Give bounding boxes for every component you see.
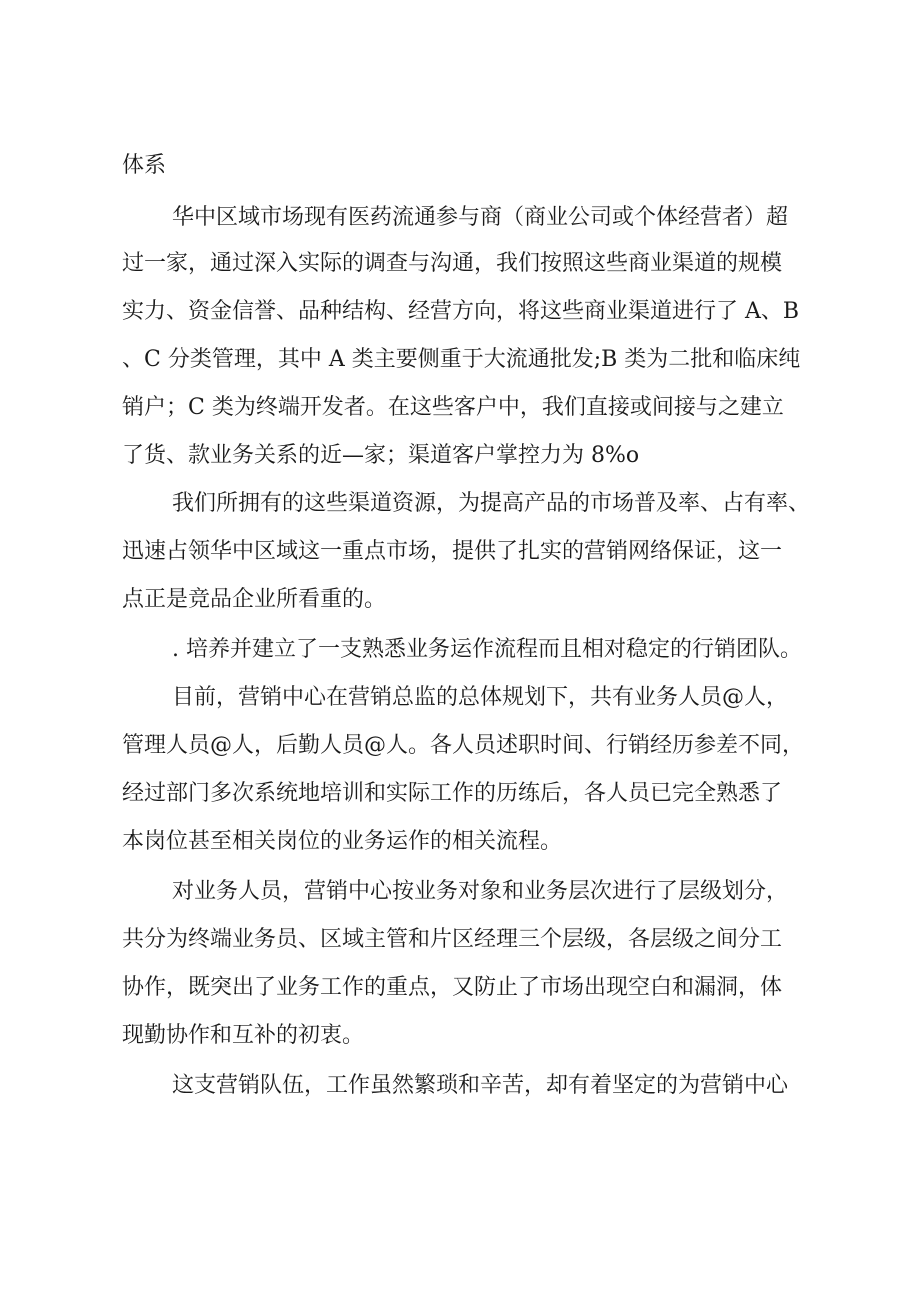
text-line: 本岗位甚至相关岗位的业务运作的相关流程。 [122, 829, 563, 854]
text-line: 、C 分类管理，其中 A 类主要侧重于大流通批发;B 类为二批和临床纯 [122, 347, 801, 372]
text-line: 协作，既突出了业务工作的重点，又防止了市场出现空白和漏洞，体 [122, 975, 783, 1000]
text-line: 共分为终端业务员、区域主管和片区经理三个层级，各层级之间分工 [122, 927, 783, 952]
text-line: 过一家，通过深入实际的调查与沟通，我们按照这些商业渠道的规模 [122, 251, 783, 276]
text-line: 现勤协作和互补的初衷。 [122, 1023, 365, 1048]
text-line: 管理人员@人，后勤人员@人。各人员述职时间、行销经历参差不同， [122, 733, 805, 758]
text-line: 对业务人员，营销中心按业务对象和业务层次进行了层级划分， [172, 879, 789, 904]
text-line: 实力、资金信誉、品种结构、经营方向，将这些商业渠道进行了 A、B [122, 299, 800, 324]
text-line: 华中区域市场现有医药流通参与商（商业公司或个体经营者）超 [172, 205, 789, 230]
text-line: 这支营销队伍，工作虽然繁琐和辛苦，却有着坚定的为营销中心 [172, 1073, 789, 1098]
text-line: 迅速占领华中区域这一重点市场，提供了扎实的营销网络保证，这一 [122, 539, 783, 564]
text-line: 目前，营销中心在营销总监的总体规划下，共有业务人员@人， [172, 685, 789, 710]
text-line: 了货、款业务关系的近—家；渠道客户掌控力为 8%o [122, 443, 640, 468]
text-line: 点正是竞品企业所看重的。 [122, 587, 387, 612]
text-line: 我们所拥有的这些渠道资源，为提高产品的市场普及率、占有率、 [172, 491, 811, 516]
text-line: 经过部门多次系统地培训和实际工作的历练后，各人员已完全熟悉了 [122, 781, 783, 806]
section-heading: . 培养并建立了一支熟悉业务运作流程而且相对稳定的行销团队。 [172, 637, 802, 662]
text-line: 销户；C 类为终端开发者。在这些客户中，我们直接或间接与之建立 [122, 395, 784, 420]
text-line: 体系 [122, 153, 167, 178]
